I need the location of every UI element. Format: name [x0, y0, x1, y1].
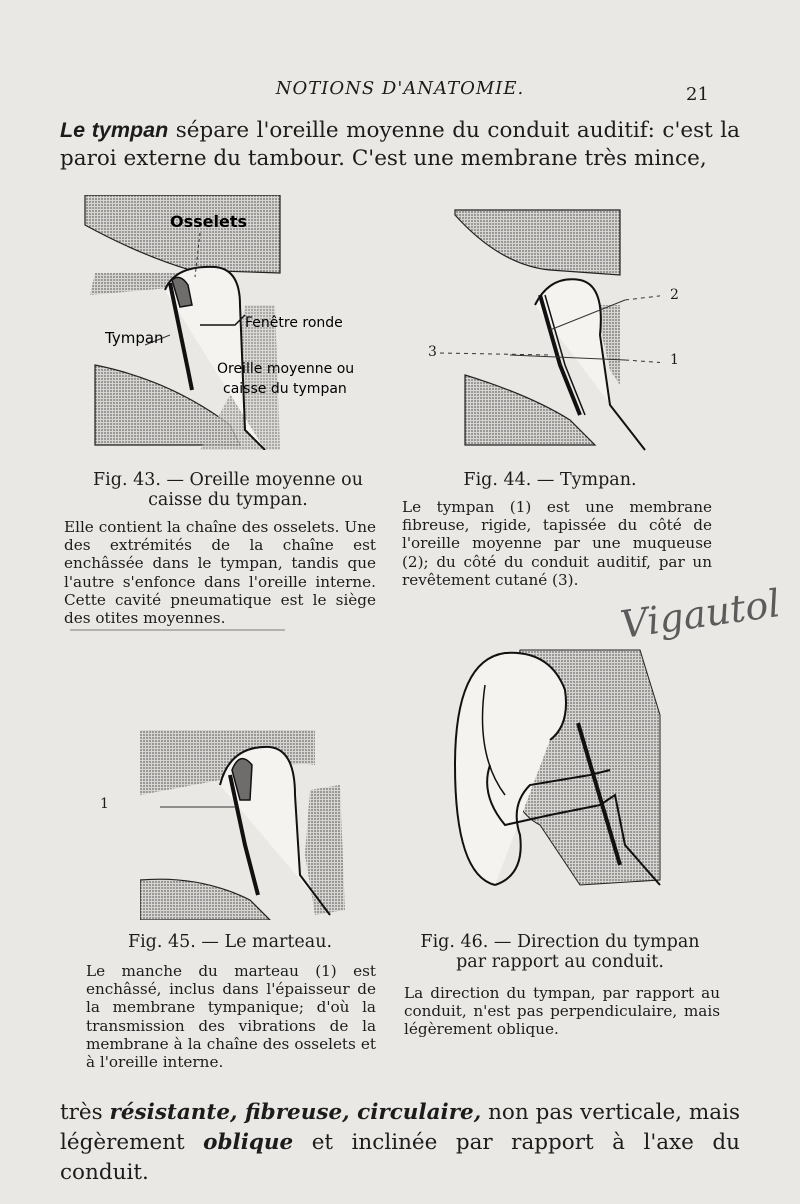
intro-text: sépare l'oreille moyenne du conduit auditif: c'est la paroi externe du tambour. C'est une membrane très mince, [60, 118, 740, 171]
figure-43-text: Elle contient la chaîne des osselets. Une des extrémités de la chaîne est enchâssée dans le tympan, tandis que l'autre s'enfonce dans l'oreille interne. Cette cavité pneumatique est le siège des otites moyennes. [64, 518, 376, 628]
label-caisse-du-tympan: caisse du tympan [223, 381, 347, 397]
closing-text-3: et inclinée par rapport à l'axe du conduit. [60, 1130, 740, 1185]
figure-46-caption: Fig. 46. — Direction du tympan par rapport au conduit. [420, 932, 700, 972]
figure-44-caption: Fig. 44. — Tympan. [463, 470, 637, 490]
label-oreille-moyenne: Oreille moyenne ou [217, 361, 355, 377]
closing-paragraph [60, 1098, 740, 1188]
label-osselets: Osselets [170, 212, 248, 231]
ornamental-rule [70, 629, 285, 631]
label-tympan: Tympan [105, 329, 164, 347]
figure-43-middle-ear [80, 195, 375, 450]
figure-44-label-3: 3 [428, 344, 437, 360]
page-number: 21 [686, 84, 709, 105]
running-header: NOTIONS D'ANATOMIE. [275, 78, 525, 99]
figure-44-tympanum [420, 205, 660, 455]
figure-46-tympan-direction [450, 645, 675, 895]
figure-45-text: Le manche du marteau (1) est enchâssé, inclus dans l'épaisseur de la membrane tympanique; d'où la transmission des vibrations de la membrane à la chaîne des osselets et à l'oreille interne. [86, 962, 376, 1072]
figure-44-label-2: 2 [670, 287, 679, 303]
figure-43-caption: Fig. 43. — Oreille moyenne ou caisse du tympan. [93, 470, 363, 510]
figure-46-text: La direction du tympan, par rapport au conduit, n'est pas perpendiculaire, mais légèrement oblique. [404, 984, 720, 1039]
intro-lead: Le tympan [60, 118, 169, 142]
intro-paragraph [60, 116, 740, 173]
figure-45-label-1: 1 [100, 796, 109, 812]
figure-45-caption: Fig. 45. — Le marteau. [127, 932, 333, 952]
figure-44-label-1: 1 [670, 352, 679, 368]
figure-45-hammer [140, 725, 355, 920]
closing-text-1: très [60, 1100, 110, 1125]
closing-text-2: non pas verticale, mais légèrement [60, 1100, 740, 1155]
closing-emphasis-2: oblique [203, 1130, 294, 1155]
figure-44-text: Le tympan (1) est une membrane fibreuse, rigide, tapissée du côté de l'oreille moyenne par une muqueuse (2); du côté du conduit auditif, par un revêtement cutané (3). [402, 498, 712, 589]
closing-emphasis-1: résistante, fibreuse, circulaire, [109, 1100, 482, 1125]
handwritten-annotation: Vigautol [617, 581, 783, 647]
label-fenetre-ronde: Fenêtre ronde [245, 315, 343, 331]
